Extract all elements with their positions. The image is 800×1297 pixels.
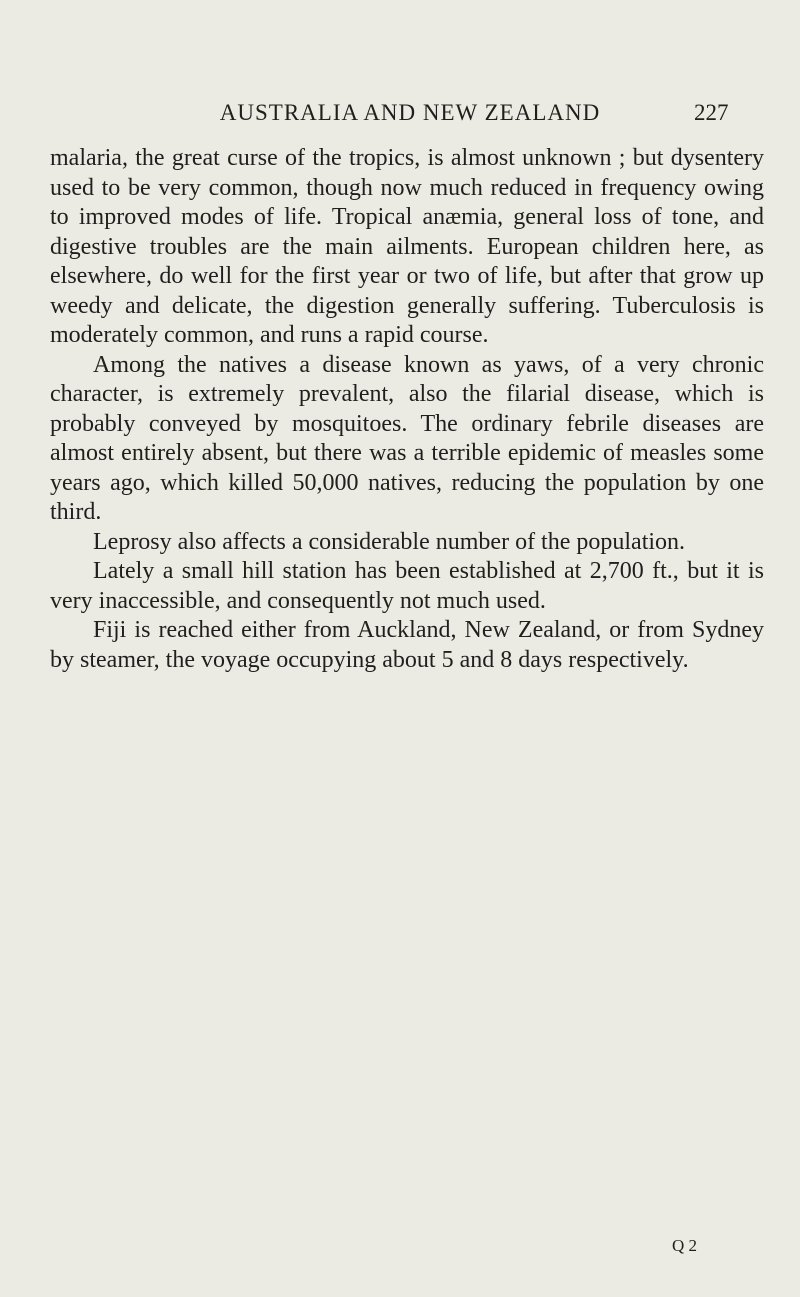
paragraph: Among the natives a disease known as yaws, of a very chronic character, is extremely prevalent, also the filarial disease, which is probably conveyed by mosquitoes. The ordinary febrile diseases are almost entirely absent, but there was a terrible epidemic of measles some years ago, which killed 50,000 natives, reducing the population by one third.	[50, 351, 764, 525]
body-text	[50, 144, 764, 675]
paragraph: Leprosy also affects a considerable number of the population.	[93, 528, 686, 555]
signature-mark: Q 2	[672, 1236, 698, 1255]
page-number: 227	[694, 100, 729, 125]
paragraph: Lately a small hill station has been established at 2,700 ft., but it is very inaccessible, and consequently not much used.	[50, 558, 764, 614]
running-head: AUSTRALIA AND NEW ZEALAND	[219, 100, 601, 125]
paragraph: Fiji is reached either from Auckland, New Zealand, or from Sydney by steamer, the voyage occupying about 5 and 8 days respectively.	[50, 617, 764, 673]
paragraph: malaria, the great curse of the tropics, is almost unknown ; but dysentery used to be very common, though now much reduced in frequency owing to improved modes of life. Tropical anæmia, general loss of tone, and digestive troubles are the main ailments. European children here, as elsewhere, do well for the first year or two of life, but after that grow up weedy and delicate, the digestion generally suffering. Tuberculosis is moderately common, and runs a rapid course.	[50, 145, 764, 348]
